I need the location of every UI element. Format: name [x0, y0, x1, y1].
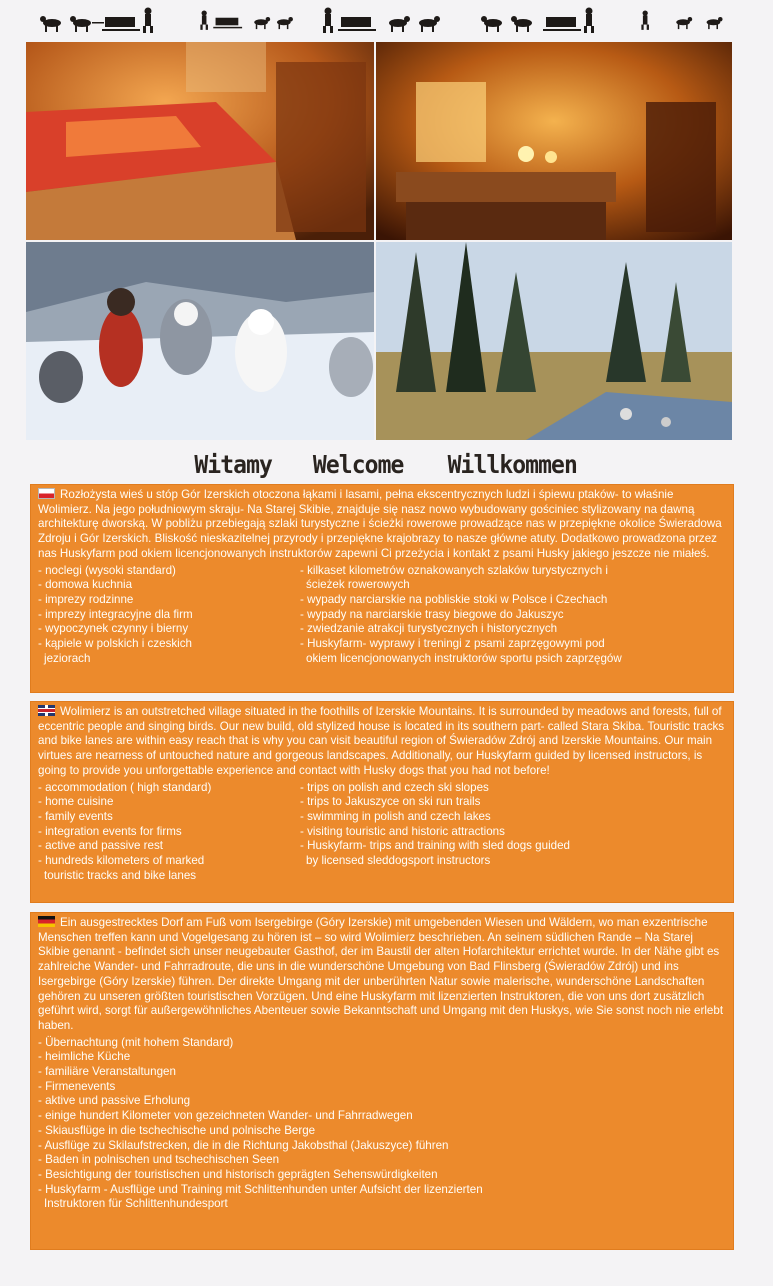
polish-list-left: [38, 564, 300, 667]
list-item: - home cuisine: [38, 795, 114, 809]
dog-sled-icon: [471, 5, 616, 35]
forest-stream-photo: [376, 242, 732, 440]
list-item: - accommodation ( high standard): [38, 780, 212, 794]
germany-flag-icon: [38, 916, 55, 927]
poland-flag-icon: [38, 488, 55, 499]
list-item: - domowa kuchnia: [38, 578, 133, 592]
husky-team-photo: [26, 242, 374, 440]
list-item: - swimming in polish and czech lakes: [300, 809, 491, 823]
list-item: - family events: [38, 809, 113, 823]
german-features: [38, 1036, 726, 1212]
list-item: ścieżek rowerowych: [306, 578, 410, 592]
decorative-strip: [30, 2, 740, 38]
list-item: - imprezy integracyjne dla firm: [38, 607, 193, 621]
dog-sled-icon: [630, 5, 740, 35]
english-features: [38, 781, 726, 884]
list-item: touristic tracks and bike lanes: [44, 868, 197, 882]
list-item: - familiäre Veranstaltungen: [38, 1065, 176, 1079]
list-item: - trips to Jakuszyce on ski run trails: [300, 795, 481, 809]
welcome-heading: [0, 446, 773, 482]
list-item: - active and passive rest: [38, 839, 164, 853]
dog-sled-icon: [313, 5, 458, 35]
english-list-right: [300, 781, 720, 884]
list-item: - zwiedzanie atrakcji turystycznych i historycznych: [300, 622, 558, 636]
list-item: - Baden in polnischen und tschechischen Seen: [38, 1153, 280, 1167]
list-item: - hundreds kilometers of marked: [38, 854, 205, 868]
polish-intro: Rozłożysta wieś u stóp Gór Izerskich otoczona łąkami i lasami, pełna ekscentrycznych ludzi i śpiewu ptaków- to właśnie Wolimierz. Na jego południowym skraju- Na Starej Skibie, znajduje się nasz nowo wybudowany gościniec stylizowany na dawną architekturę dworską. W pobliżu przebiegają szlaki turystyczne i ścieżki rowerowe prowadzące nas w przepiękne okolice Świeradowa Zdroju i Gór Izerskich. Bliskość nieskazitelnej przyrody i przepiękne krajobrazy to nasze główne atuty. Dodatkowo prowadzona przez nas Huskyfarm pod okiem licencjonowanych instruktorów zapewni Ci przeżycia i kontakt z psami Husky jakiego jeszcze nie miałeś.: [38, 488, 722, 560]
list-item: - aktive und passive Erholung: [38, 1094, 191, 1108]
title-english: Welcome: [313, 449, 404, 479]
list-item: - integration events for firms: [38, 824, 182, 838]
photo-collage: [26, 42, 732, 440]
list-item: jeziorach: [44, 651, 91, 665]
list-item: - Huskyfarm - Ausflüge und Training mit Schlittenhunden unter Aufsicht der lizenzierten: [38, 1182, 483, 1196]
list-item: - wypady narciarskie na pobliskie stoki w Polsce i Czechach: [300, 592, 608, 606]
list-item: - Huskyfarm- wyprawy i treningi z psami zaprzęgowymi pod: [300, 637, 605, 651]
dog-sled-icon: [189, 5, 299, 35]
german-intro: Ein ausgestrecktes Dorf am Fuß vom Isergebirge (Góry Izerskie) mit umgebenden Wiesen und Wäldern, wo man exzentrische Menschen treffen kann und Vogelgesang zu hören ist – so wird Wolimierz beschrieben. An seinem südlichen Rande – Na Starej Skibie genannt - befindet sich unser neugebauter Gasthof, der im Baustil der alten Hofarchitektur errichtet wurde. In der Nähe gibt es zahlreiche Wander- und Fahrradroute, die uns in die wunderschöne Umgebung von Bad Flinsberg (Świeradów Zdrój) und ins Isergebirge (Góry Izerskie) führen. Der direkte Umgang mit der unberührten Natur sowie malerische, wunderschöne Landschaften gehören zu unseren größten touristischen Vorzügen. Und eine Huskyfarm mit lizenzierten Instruktoren, die von uns dort zusätzlich geführt wird, sorgt für außergewöhnliches Abenteuer sowie Bekanntschaft und Umgang mit den Huskys, wie Sie sonst noch nie erlebt haben.: [38, 916, 724, 1032]
english-list-left: [38, 781, 300, 884]
list-item: - heimliche Küche: [38, 1050, 131, 1064]
list-item: - imprezy rodzinne: [38, 592, 134, 606]
list-item: Instruktoren für Schlittenhundesport: [44, 1197, 228, 1211]
uk-flag-icon: [38, 705, 55, 716]
english-intro: Wolimierz is an outstretched village situated in the foothills of Izerskie Mountains. It is surrounded by meadows and forests, full of eccentric people and singing birds. Our new build, old stylized house is located in its southern part- called Stara Skiba. Touristic tracks and bike lanes are within easy reach that is why you can visit beautiful region of Świeradów Zdrój and Izerskie Mountains. Our main virtues are nearness of untouched nature and gorgeous landscapes. Additionally, our Huskyfarm guided by licensed instructors, is going to provide you unforgettable experience and contact with Husky dogs that you had not before!: [38, 705, 725, 777]
list-item: by licensed sleddogsport instructors: [306, 854, 491, 868]
english-section: [30, 701, 734, 903]
german-section: [30, 912, 734, 1250]
list-item: - Firmenevents: [38, 1079, 116, 1093]
dog-sled-icon: [30, 5, 175, 35]
bedroom-photo: [26, 42, 374, 240]
list-item: - Ausflüge zu Skilaufstrecken, die in die Richtung Jakobsthal (Jakuszyce) führen: [38, 1138, 449, 1152]
list-item: - visiting touristic and historic attractions: [300, 824, 505, 838]
polish-features: [38, 564, 726, 667]
polish-list-right: [300, 564, 720, 667]
title-polish: Witamy: [194, 449, 272, 479]
polish-section: [30, 484, 734, 693]
list-item: - wypady na narciarskie trasy biegowe do Jakuszyc: [300, 607, 564, 621]
list-item: - Huskyfarm- trips and training with sled dogs guided: [300, 839, 571, 853]
list-item: - Skiausflüge in die tschechische und polnische Berge: [38, 1123, 316, 1137]
list-item: - kilkaset kilometrów oznakowanych szlaków turystycznych i: [300, 563, 608, 577]
list-item: - noclegi (wysoki standard): [38, 563, 176, 577]
list-item: - trips on polish and czech ski slopes: [300, 780, 489, 794]
list-item: - Übernachtung (mit hohem Standard): [38, 1035, 234, 1049]
dining-room-photo: [376, 42, 732, 240]
list-item: - wypoczynek czynny i bierny: [38, 622, 189, 636]
list-item: - einige hundert Kilometer von gezeichneten Wander- und Fahrradwegen: [38, 1109, 413, 1123]
list-item: - Besichtigung der touristischen und historisch geprägten Sehenswürdigkeiten: [38, 1167, 438, 1181]
title-german: Willkommen: [447, 449, 577, 479]
list-item: - kąpiele w polskich i czeskich: [38, 637, 192, 651]
list-item: okiem licencjonowanych instruktorów sportu psich zaprzęgów: [306, 651, 622, 665]
